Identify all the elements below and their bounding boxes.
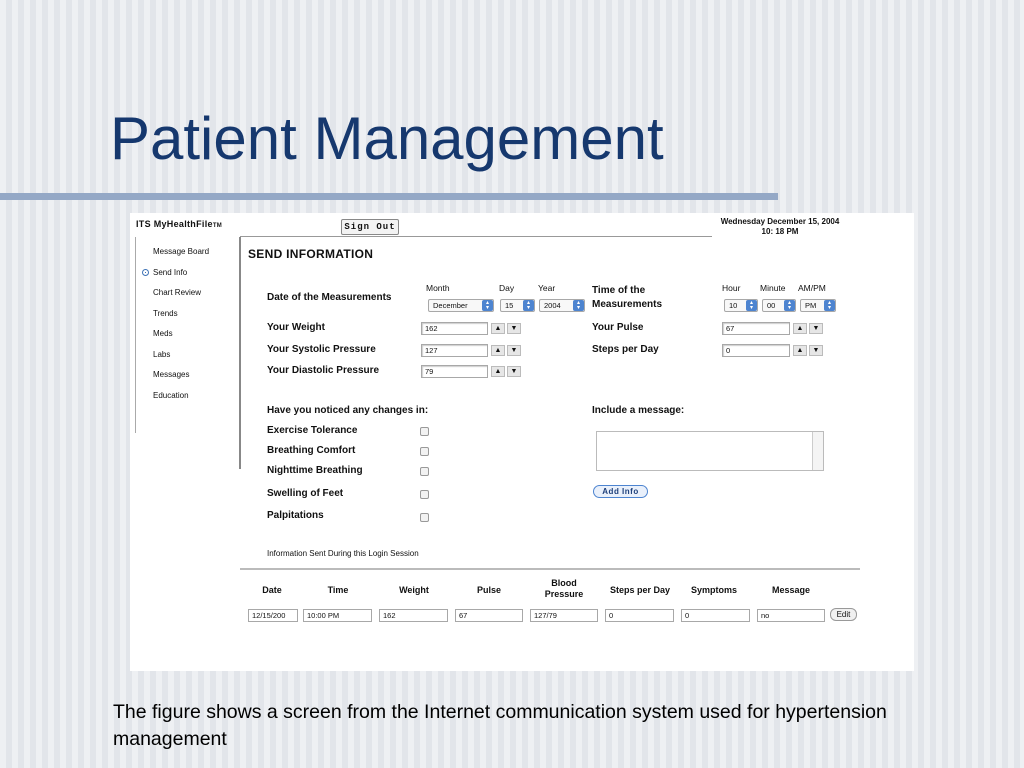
history-cell-symptoms: 0 (681, 609, 750, 622)
step-up-icon[interactable]: ▲ (491, 345, 505, 356)
ampm-select[interactable]: PM ▴ ▾ (800, 299, 836, 312)
step-down-icon[interactable]: ▼ (507, 345, 521, 356)
day-select[interactable]: 15 ▴ ▾ (500, 299, 535, 312)
col-header-steps: Steps per Day (609, 585, 671, 595)
systolic-stepper[interactable] (491, 345, 521, 356)
step-up-icon[interactable]: ▲ (793, 323, 807, 334)
header-divider (240, 236, 712, 237)
col-header-pulse: Pulse (476, 585, 501, 595)
app-brand: ITS MyHealthFileTM (136, 219, 223, 229)
step-down-icon[interactable]: ▼ (507, 366, 521, 377)
sidebar-item-message-board[interactable]: Message Board (153, 247, 210, 256)
col-header-date: Date (262, 585, 282, 595)
month-select[interactable]: December ▴ ▾ (428, 299, 494, 312)
month-label: Month (426, 283, 450, 293)
weight-label: Your Weight (267, 322, 325, 333)
breathing-comfort-checkbox[interactable] (420, 447, 429, 456)
title-divider (0, 193, 778, 200)
history-divider (240, 568, 860, 570)
pulse-stepper[interactable] (793, 323, 823, 334)
date-label: Date of the Measurements (267, 292, 392, 303)
sidebar-item-chart-review[interactable]: Chart Review (153, 288, 202, 297)
history-cell-time: 10:00 PM (303, 609, 372, 622)
exercise-tolerance-checkbox[interactable] (420, 427, 429, 436)
edit-button[interactable]: Edit (830, 608, 857, 621)
history-cell-weight: 162 (379, 609, 448, 622)
message-label: Include a message: (592, 405, 685, 416)
sidebar-item-send-info[interactable]: Send Info (140, 268, 209, 289)
weight-input[interactable]: 162 (421, 322, 488, 335)
history-title: Information Sent During this Login Session (267, 549, 419, 558)
step-down-icon[interactable]: ▼ (809, 345, 823, 356)
active-indicator-icon (142, 269, 149, 276)
diastolic-stepper[interactable] (491, 366, 521, 377)
col-header-blood-pressure: Blood Pressure (544, 578, 584, 599)
step-up-icon[interactable]: ▲ (793, 345, 807, 356)
day-label: Day (499, 283, 515, 293)
history-cell-pulse: 67 (455, 609, 523, 622)
col-header-time: Time (327, 585, 349, 595)
change-item-label: Palpitations (267, 510, 324, 521)
diastolic-input[interactable]: 79 (421, 365, 488, 378)
col-header-symptoms: Symptoms (690, 585, 737, 595)
diastolic-label: Your Diastolic Pressure (267, 365, 380, 376)
changes-label: Have you noticed any changes in: (267, 405, 429, 416)
slide-caption: The figure shows a screen from the Internet communication system used for hypertension management (113, 701, 887, 750)
col-header-message: Message (771, 585, 811, 595)
step-up-icon[interactable]: ▲ (491, 366, 505, 377)
time-label-line2: Measurements (592, 299, 663, 310)
sidebar-item-education[interactable]: Education (153, 390, 189, 400)
change-item-label: Breathing Comfort (267, 445, 356, 456)
year-select[interactable]: 2004 ▴ ▾ (539, 299, 585, 312)
steps-stepper[interactable] (793, 345, 823, 356)
change-item-label: Nighttime Breathing (267, 465, 363, 476)
pulse-label: Your Pulse (592, 322, 644, 333)
select-arrows-icon: ▴ ▾ (824, 300, 835, 311)
col-header-weight: Weight (399, 585, 429, 595)
step-up-icon[interactable]: ▲ (491, 323, 505, 334)
app-screenshot (130, 213, 914, 671)
history-cell-message: no (757, 609, 825, 622)
step-down-icon[interactable]: ▼ (809, 323, 823, 334)
time-label-line1: Time of the (592, 285, 646, 296)
swelling-of-feet-checkbox[interactable] (420, 490, 429, 499)
current-datetime: Wednesday December 15, 2004 10: 18 PM (720, 217, 840, 236)
sidebar-item-labs[interactable]: Labs (153, 349, 171, 359)
change-item-label: Swelling of Feet (267, 488, 344, 499)
select-arrows-icon: ▴ ▾ (784, 300, 795, 311)
steps-label: Steps per Day (592, 344, 659, 355)
palpitations-checkbox[interactable] (420, 513, 429, 522)
message-textarea[interactable] (596, 431, 824, 471)
weight-stepper[interactable] (491, 323, 521, 334)
nav-divider (239, 237, 241, 469)
history-cell-blood-pressure: 127/79 (530, 609, 598, 622)
nighttime-breathing-checkbox[interactable] (420, 467, 429, 476)
select-arrows-icon: ▴ ▾ (482, 300, 493, 311)
systolic-input[interactable]: 127 (421, 344, 488, 357)
select-arrows-icon: ▴ ▾ (523, 300, 534, 311)
year-label: Year (538, 283, 556, 293)
sign-out-button[interactable]: Sign Out (341, 219, 399, 235)
ampm-label: AM/PM (798, 283, 826, 293)
sidebar-item-trends[interactable]: Trends (153, 308, 178, 318)
select-arrows-icon: ▴ ▾ (746, 300, 757, 311)
hour-select[interactable]: 10 ▴ ▾ (724, 299, 758, 312)
sidebar-item-meds[interactable]: Meds (153, 329, 173, 338)
sidebar-nav (140, 247, 209, 411)
minute-select[interactable]: 00 ▴ ▾ (762, 299, 796, 312)
add-info-button[interactable]: Add Info (593, 485, 648, 498)
select-arrows-icon: ▴ ▾ (573, 300, 584, 311)
step-down-icon[interactable]: ▼ (507, 323, 521, 334)
pulse-input[interactable]: 67 (722, 322, 790, 335)
slide-title: Patient Management (110, 105, 664, 172)
systolic-label: Your Systolic Pressure (267, 344, 376, 355)
history-cell-date: 12/15/200 (248, 609, 298, 622)
minute-label: Minute (760, 283, 786, 293)
sidebar-item-messages[interactable]: Messages (153, 370, 190, 379)
steps-input[interactable]: 0 (722, 344, 790, 357)
section-heading: SEND INFORMATION (248, 247, 374, 261)
change-item-label: Exercise Tolerance (267, 425, 358, 436)
hour-label: Hour (722, 283, 741, 293)
history-cell-steps: 0 (605, 609, 674, 622)
nav-border (135, 237, 136, 433)
